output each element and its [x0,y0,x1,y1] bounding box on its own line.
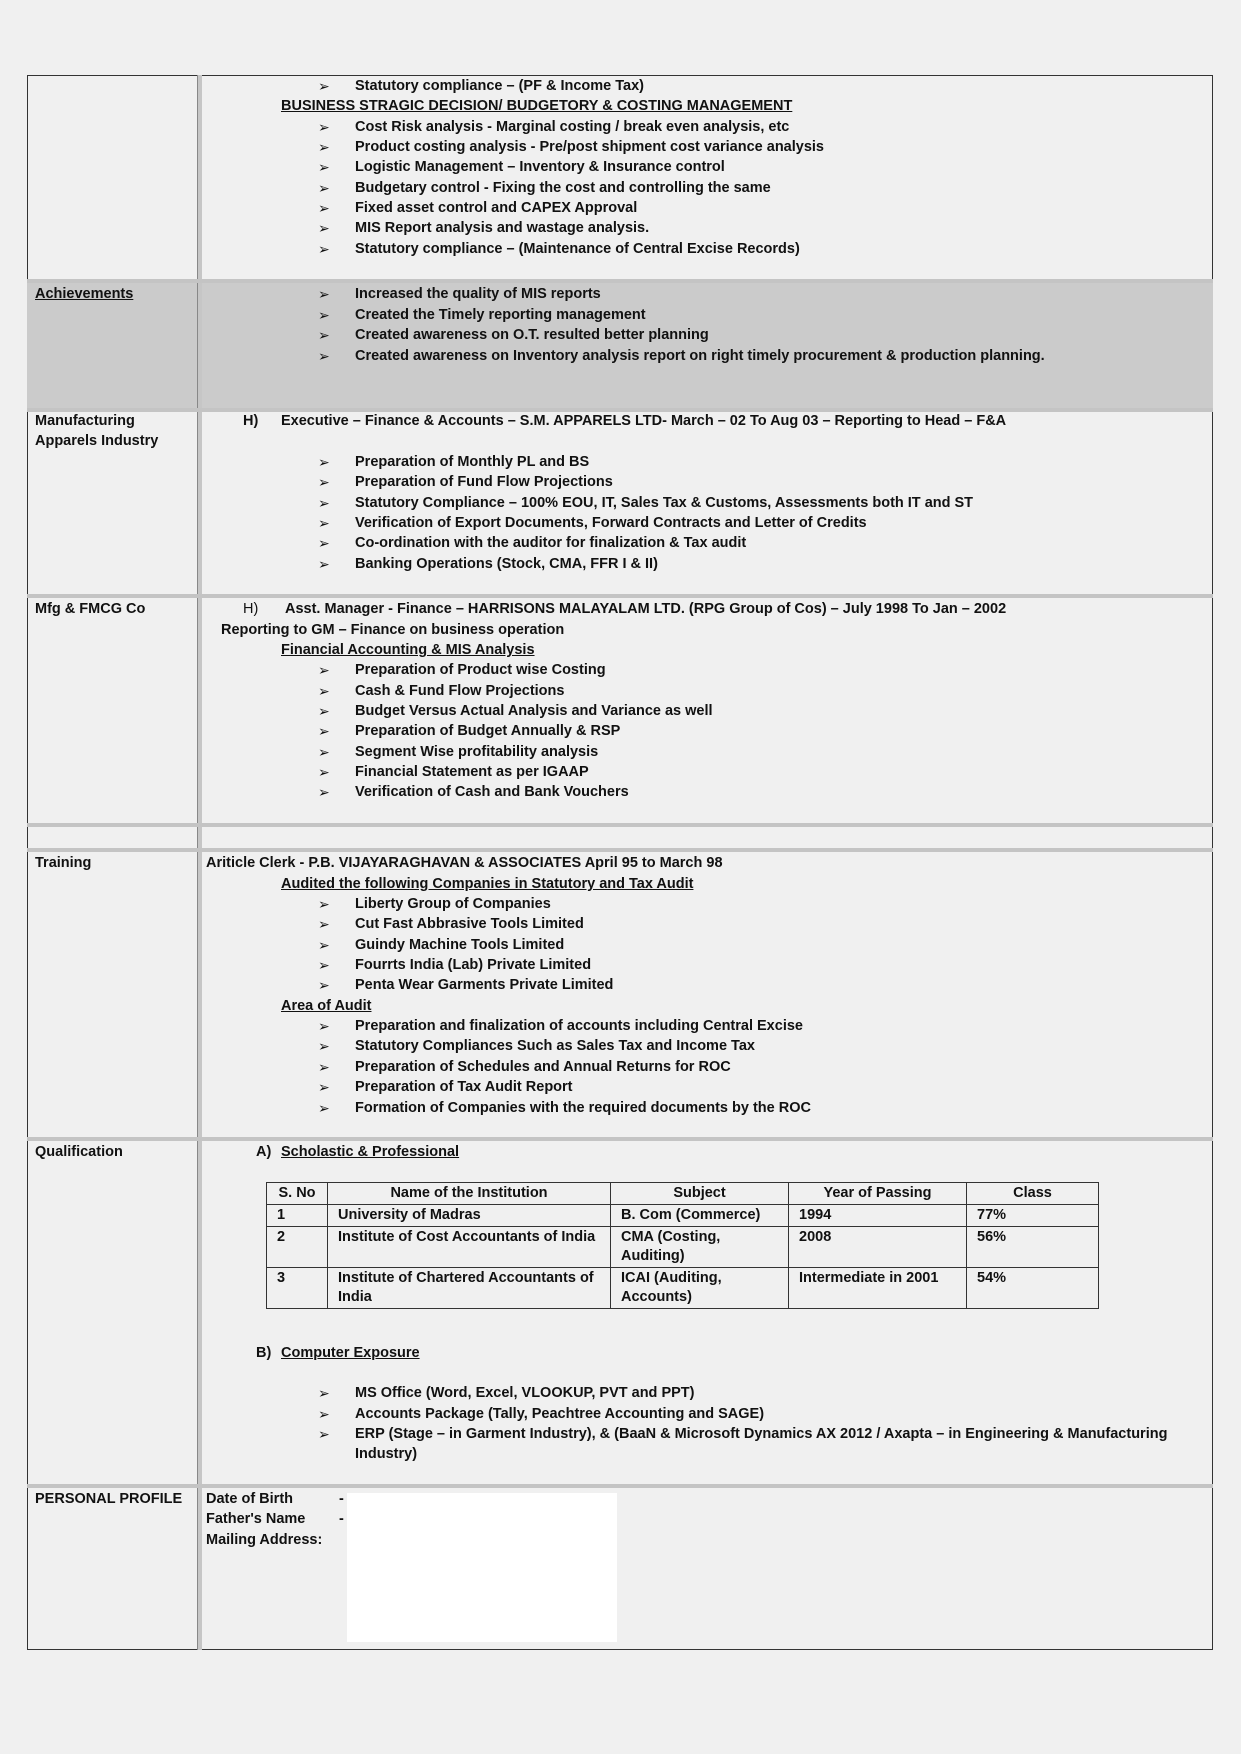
bullet-arrow: ➢ [318,1038,330,1054]
bullet-arrow: ➢ [318,180,330,196]
costing-bullet: Logistic Management – Inventory & Insurance control [355,159,725,175]
fmcg-bullet: Segment Wise profitability analysis [355,744,599,760]
mailing-address-label: Mailing Address: [206,1532,323,1548]
costing-bullet: Budgetary control - Fixing the cost and controlling the same [355,180,771,196]
costing-heading: BUSINESS STRAGIC DECISION/ BUDGETORY & COSTING MANAGEMENT [281,98,793,114]
table-cell: Institute of Chartered Accountants of India [328,1268,611,1309]
area-bullet: Preparation of Tax Audit Report [355,1079,573,1095]
fmcg-title: Asst. Manager - Finance – HARRISONS MALAYALAM LTD. (RPG Group of Cos) – July 1998 To Jan – 2002 [285,601,1007,617]
bullet-arrow: ➢ [318,220,330,236]
company-bullet: Liberty Group of Companies [355,896,551,912]
fmcg-marker: H) [243,601,259,617]
apparels-bullet: Co-ordination with the auditor for finalization & Tax audit [355,535,747,551]
qualification-label: Qualification [35,1144,123,1160]
costing-bullet: MIS Report analysis and wastage analysis. [355,220,650,236]
apparels-title: Executive – Finance & Accounts – S.M. APPARELS LTD- March – 02 To Aug 03 – Reporting to Head – F&A [281,413,1007,429]
table-header-row [267,1183,1099,1205]
audited-heading: Audited the following Companies in Statutory and Tax Audit [281,876,694,892]
bullet-arrow: ➢ [318,683,330,699]
apparels-bullet: Preparation of Fund Flow Projections [355,474,613,490]
area-heading: Area of Audit [281,998,372,1014]
apparels-bullet: Banking Operations (Stock, CMA, FFR I & II) [355,556,658,572]
bullet-arrow: ➢ [318,784,330,800]
bullet-arrow: ➢ [318,1406,330,1422]
personal-profile-label: PERSONAL PROFILE [35,1491,183,1507]
table-cell: 1994 [789,1205,967,1227]
bullet-arrow: ➢ [318,556,330,572]
area-bullet: Preparation of Schedules and Annual Returns for ROC [355,1059,731,1075]
costing-bullet: Statutory compliance – (Maintenance of Central Excise Records) [355,241,800,257]
bullet-arrow: ➢ [318,200,330,216]
table-cell: Intermediate in 2001 [789,1268,967,1309]
column-header: Class [967,1183,1099,1205]
company-bullet: Fourrts India (Lab) Private Limited [355,957,592,973]
apparels-bullet: Preparation of Monthly PL and BS [355,454,590,470]
column-header: Name of the Institution [328,1183,611,1205]
achievement-bullet: Created awareness on Inventory analysis report on right timely procurement & production planning. [355,348,1045,364]
dob-label: Date of Birth [206,1491,293,1507]
bullet-arrow: ➢ [318,474,330,490]
row-separator [27,1484,1213,1488]
bullet-arrow: ➢ [318,495,330,511]
training-title: Ariticle Clerk - P.B. VIJAYARAGHAVAN & ASSOCIATES April 95 to March 98 [206,855,723,871]
bullet-arrow: ➢ [318,535,330,551]
fmcg-reporting: Reporting to GM – Finance on business operation [221,622,565,638]
bullet-arrow: ➢ [318,1100,330,1116]
column-header: Year of Passing [789,1183,967,1205]
table-cell: B. Com (Commerce) [611,1205,789,1227]
bullet-arrow: ➢ [318,139,330,155]
bullet-arrow: ➢ [318,977,330,993]
bullet-arrow: ➢ [318,957,330,973]
computer-bullet: MS Office (Word, Excel, VLOOKUP, PVT and PPT) [355,1385,695,1401]
bullet-arrow: ➢ [318,662,330,678]
row-separator [27,279,1213,283]
computer-bullet: Accounts Package (Tally, Peachtree Accounting and SAGE) [355,1406,765,1422]
bullet-arrow: ➢ [318,723,330,739]
bullet-arrow: ➢ [318,764,330,780]
table-cell: CMA (Costing, Auditing) [611,1227,789,1268]
table-cell: University of Madras [328,1205,611,1227]
fmcg-bullet: Budget Versus Actual Analysis and Variance as well [355,703,713,719]
table-row [267,1205,1099,1227]
costing-bullet: Fixed asset control and CAPEX Approval [355,200,638,216]
column-header: Subject [611,1183,789,1205]
section-b-heading: Computer Exposure [281,1345,420,1361]
achievements-label: Achievements [35,286,134,302]
bullet-arrow: ➢ [318,119,330,135]
row-separator [27,848,1213,852]
fmcg-label: Mfg & FMCG Co [35,601,146,617]
father-name-separator: - [339,1511,344,1527]
apparels-marker: H) [243,413,259,429]
section-a-marker: A) [256,1144,272,1160]
bullet-arrow: ➢ [318,159,330,175]
bullet-arrow: ➢ [318,1018,330,1034]
table-cell: ICAI (Auditing, Accounts) [611,1268,789,1309]
bullet-arrow: ➢ [318,916,330,932]
bullet-arrow: ➢ [318,307,330,323]
achievement-bullet: Created the Timely reporting management [355,307,646,323]
area-bullet: Statutory Compliances Such as Sales Tax and Income Tax [355,1038,755,1054]
section-b-marker: B) [256,1345,272,1361]
bullet-arrow: ➢ [318,515,330,531]
bullet-arrow: ➢ [318,744,330,760]
father-name-label: Father's Name [206,1511,306,1527]
fmcg-bullet: Financial Statement as per IGAAP [355,764,589,780]
apparels-bullet: Statutory Compliance – 100% EOU, IT, Sales Tax & Customs, Assessments both IT and ST [355,495,974,511]
fmcg-subheading: Financial Accounting & MIS Analysis [281,642,535,658]
table-cell: Institute of Cost Accountants of India [328,1227,611,1268]
bullet-arrow: ➢ [318,1385,330,1401]
bullet-arrow: ➢ [318,1426,330,1442]
area-bullet: Preparation and finalization of accounts including Central Excise [355,1018,803,1034]
apparels-bullet: Verification of Export Documents, Forward Contracts and Letter of Credits [355,515,867,531]
fmcg-bullet: Preparation of Budget Annually & RSP [355,723,621,739]
row-separator [27,1137,1213,1141]
costing-bullet: Cost Risk analysis - Marginal costing / break even analysis, etc [355,119,790,135]
qualification-table [266,1182,1099,1309]
computer-bullet: ERP (Stage – in Garment Industry), & (BaaN & Microsoft Dynamics AX 2012 / Axapta – in Engineering & Manufacturing Industry) [355,1426,1168,1462]
redacted-details-box [347,1493,617,1642]
column-divider [197,75,202,1650]
bullet-arrow: ➢ [318,327,330,343]
bullet-arrow: ➢ [318,241,330,257]
table-row [267,1227,1099,1268]
table-cell: 54% [967,1268,1099,1309]
table-cell: 1 [267,1205,328,1227]
apparels-label: Manufacturing Apparels Industry [35,413,159,449]
achievement-bullet: Created awareness on O.T. resulted better planning [355,327,709,343]
company-bullet: Guindy Machine Tools Limited [355,937,565,953]
row-separator [27,594,1213,598]
fmcg-bullet: Preparation of Product wise Costing [355,662,606,678]
table-row [267,1268,1099,1309]
fmcg-bullet: Cash & Fund Flow Projections [355,683,565,699]
achievement-bullet: Increased the quality of MIS reports [355,286,601,302]
table-cell: 56% [967,1227,1099,1268]
bullet-arrow: ➢ [318,703,330,719]
costing-bullet: Product costing analysis - Pre/post shipment cost variance analysis [355,139,824,155]
bullet-arrow: ➢ [318,896,330,912]
bullet-arrow: ➢ [318,454,330,470]
section-a-heading: Scholastic & Professional [281,1144,460,1160]
bullet-arrow: ➢ [318,1059,330,1075]
bullet-arrow: ➢ [318,1079,330,1095]
company-bullet: Cut Fast Abbrasive Tools Limited [355,916,584,932]
table-cell: 3 [267,1268,328,1309]
table-cell: 77% [967,1205,1099,1227]
column-header: S. No [267,1183,328,1205]
training-label: Training [35,855,92,871]
fmcg-bullet: Verification of Cash and Bank Vouchers [355,784,629,800]
bullet-arrow: ➢ [318,937,330,953]
area-bullet: Formation of Companies with the required documents by the ROC [355,1100,811,1116]
dob-separator: - [339,1491,344,1507]
bullet-arrow: ➢ [318,286,330,302]
table-cell: 2008 [789,1227,967,1268]
bullet-arrow: ➢ [318,348,330,364]
table-cell: 2 [267,1227,328,1268]
intro-bullet: Statutory compliance – (PF & Income Tax) [355,78,644,94]
bullet-arrow: ➢ [318,78,330,94]
company-bullet: Penta Wear Garments Private Limited [355,977,614,993]
row-separator [27,823,1213,827]
